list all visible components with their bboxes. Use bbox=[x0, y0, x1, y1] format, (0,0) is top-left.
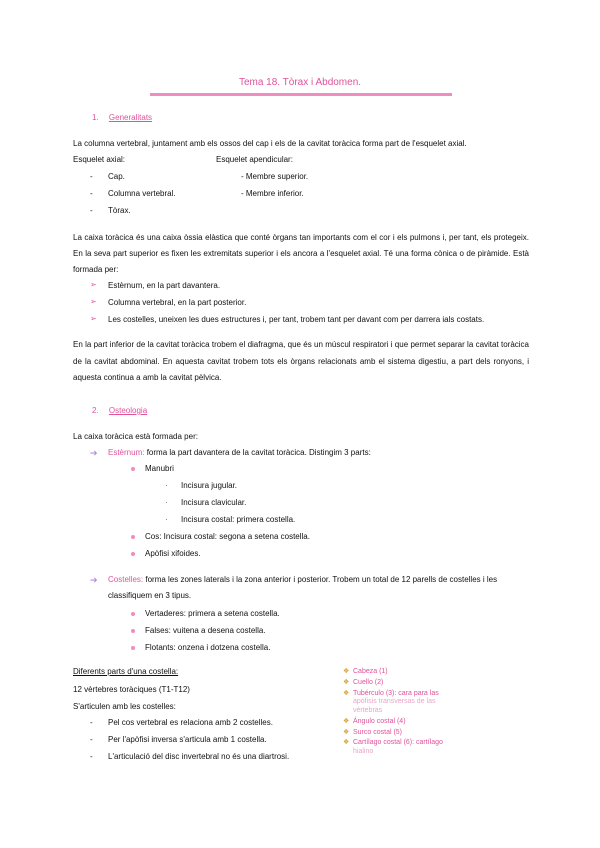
dot-bullet-icon bbox=[131, 629, 135, 633]
axial-label: Esquelet axial: bbox=[73, 155, 126, 164]
sternum-term: Estèrnum: bbox=[108, 448, 145, 457]
section-2-heading bbox=[92, 406, 147, 417]
appendicular-label: Esquelet apendicular: bbox=[216, 155, 293, 164]
articulation-item: Per l'apòfisi inversa s'articula amb 1 costella. bbox=[108, 735, 267, 744]
dash-bullet: - bbox=[90, 718, 93, 727]
appendicular-item: - Membre superior. bbox=[241, 172, 309, 181]
rib-type: Flotants: onzena i dotzena costella. bbox=[145, 643, 271, 652]
arrow-bullet-icon: ➔ bbox=[90, 448, 98, 458]
diamond-bullet-icon: ❖ bbox=[343, 728, 350, 736]
ribs-description: forma les zones laterals i la zona anterior i posterior. Trobem un total de 12 parells de costelles i les bbox=[145, 575, 498, 584]
diamond-bullet-icon: ❖ bbox=[343, 668, 350, 675]
structure-item: Estèrnum, en la part davantera. bbox=[108, 281, 221, 290]
section-2-intro: La caixa toràcica està formada per: bbox=[73, 432, 198, 441]
section-2-number: 2. bbox=[92, 406, 99, 415]
section-1-heading bbox=[92, 113, 152, 124]
dot-bullet-icon bbox=[131, 535, 135, 539]
dash-bullet: - bbox=[90, 735, 93, 744]
dot-bullet-icon bbox=[131, 552, 135, 556]
dot-bullet-icon bbox=[131, 612, 135, 616]
section-1-title: Generalitats bbox=[108, 113, 153, 122]
section-1-number: 1. bbox=[92, 113, 99, 122]
appendicular-item: - Membre inferior. bbox=[241, 189, 304, 198]
axial-item: Cap. bbox=[108, 172, 125, 181]
title-underline bbox=[150, 93, 452, 96]
manubri-part: Incisura clavicular. bbox=[181, 498, 247, 507]
axial-item: Columna vertebral. bbox=[108, 189, 176, 198]
manubri-part: Incisura costal: primera costella. bbox=[181, 515, 296, 524]
sternum-line bbox=[108, 448, 371, 459]
dash-bullet: - bbox=[90, 206, 93, 215]
section-1-paragraph-2: La caixa toràcica és una caixa òssia elàstica que conté òrgans tan importants com el cor i els pulmons i, per tant, els protegeix. En la seva part superior es fixen les extremitats superior i els ancora a l'esquelet axial. Té una forma cònica o de piràmide. Està formada per: bbox=[73, 233, 529, 274]
articulation-item: L'articulació del disc invertebral no és una diartrosi. bbox=[108, 752, 290, 761]
legend-item: ❖ Cartílago costal (6): cartílago hialino bbox=[343, 739, 443, 755]
articulation-item: Pel cos vertebral es relaciona amb 2 costelles. bbox=[108, 718, 273, 727]
diamond-bullet-icon: ❖ bbox=[343, 689, 350, 697]
articulates-line: S'articulen amb les costelles: bbox=[73, 702, 176, 711]
small-bullet-icon: · bbox=[165, 498, 168, 507]
rib-type: Falses: vuitena a desena costella. bbox=[145, 626, 266, 635]
vertebrae-line: 12 vèrtebres toràciques (T1-T12) bbox=[73, 685, 190, 694]
structure-item: Les costelles, uneixen les dues estructures i, per tant, trobem tant per davant com per darrera ials costats. bbox=[108, 315, 485, 324]
manubri-part: Incisura jugular. bbox=[181, 481, 238, 490]
ribs-description-cont: classifiquem en 3 tipus. bbox=[108, 591, 192, 600]
rib-parts-heading: Diferents parts d'una costella: bbox=[73, 667, 179, 676]
ribs-term: Costelles: bbox=[108, 575, 144, 584]
arrow-bullet-icon: ➢ bbox=[90, 297, 97, 306]
dash-bullet: - bbox=[90, 752, 93, 761]
dash-bullet: - bbox=[90, 172, 93, 181]
legend-item: ❖ Ángulo costal (4) bbox=[343, 717, 406, 725]
ribs-line bbox=[108, 575, 529, 586]
xifoides-item: Apòfisi xifoides. bbox=[145, 549, 201, 558]
small-bullet-icon: · bbox=[165, 481, 168, 490]
arrow-bullet-icon: ➢ bbox=[90, 314, 97, 323]
dash-bullet: - bbox=[90, 189, 93, 198]
rib-type: Vertaderes: primera a setena costella. bbox=[145, 609, 280, 618]
section-1-intro: La columna vertebral, juntament amb els ossos del cap i els de la cavitat toràcica forma part de l'esquelet axial. bbox=[73, 139, 467, 148]
sternum-description: forma la part davantera de la cavitat toràcica. Distingim 3 parts: bbox=[146, 448, 371, 457]
cos-item: Cos: Incisura costal: segona a setena costella. bbox=[145, 532, 310, 541]
legend-item: ❖ Tubérculo (3): cara para las apófisis transversas de las vértebras bbox=[343, 689, 439, 714]
dot-bullet-icon bbox=[131, 646, 135, 650]
structure-item: Columna vertebral, en la part posterior. bbox=[108, 298, 247, 307]
manubri-label: Manubri bbox=[145, 464, 174, 473]
section-2-title: Osteologia bbox=[108, 406, 148, 415]
legend-item: ❖ Cuello (2) bbox=[343, 678, 384, 686]
diamond-bullet-icon: ❖ bbox=[343, 739, 350, 747]
dot-bullet-icon bbox=[131, 467, 135, 471]
page-title: Tema 18. Tòrax i Abdomen. bbox=[238, 77, 362, 88]
small-bullet-icon: · bbox=[165, 515, 168, 524]
axial-item: Tòrax. bbox=[108, 206, 131, 215]
diamond-bullet-icon: ❖ bbox=[343, 717, 350, 725]
arrow-bullet-icon: ➢ bbox=[90, 280, 97, 289]
diamond-bullet-icon: ❖ bbox=[343, 678, 350, 686]
arrow-bullet-icon: ➔ bbox=[90, 575, 98, 585]
rib-parts-legend bbox=[343, 668, 458, 759]
section-1-paragraph-3: En la part inferior de la cavitat toràcica trobem el diafragma, que és un múscul respiratori i que permet separar la cavitat toràcica de la cavitat abdominal. En aquesta cavitat trobem tots els òrgans relacionats amb el sistema digestiu, a part dels ronyons, i aquesta continua a amb la cavitat pèlvica. bbox=[73, 340, 529, 382]
legend-item: ❖ Surco costal (5) bbox=[343, 728, 403, 736]
legend-item: ❖ Cabeza (1) bbox=[343, 668, 388, 675]
